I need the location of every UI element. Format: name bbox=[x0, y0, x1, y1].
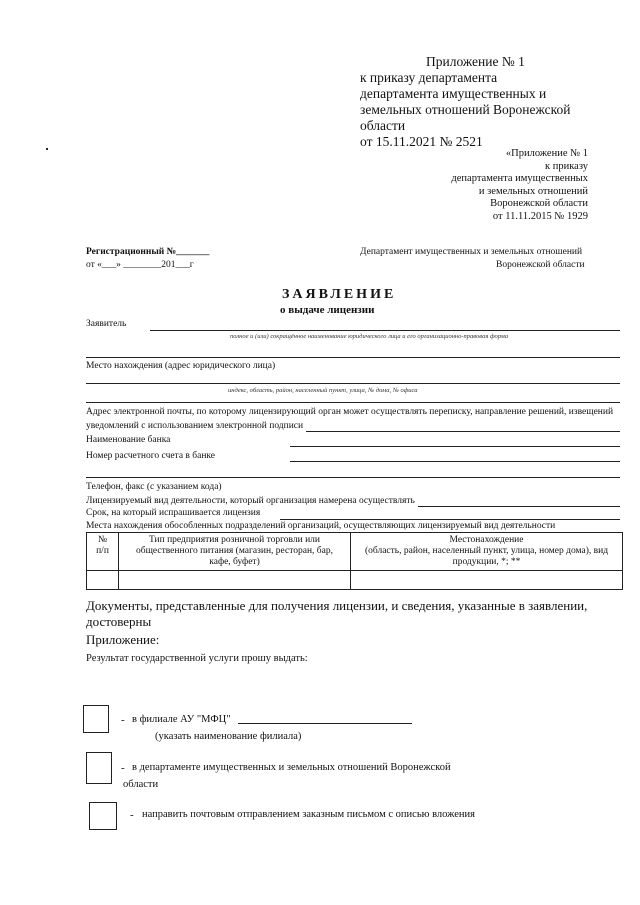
activity-line[interactable] bbox=[418, 506, 620, 507]
appendix-main-line3: департамента имущественных и bbox=[360, 86, 547, 101]
divider-top-location bbox=[86, 357, 620, 358]
appendix-old-line1: «Приложение № 1 bbox=[505, 148, 588, 159]
location-label: Место нахождения (адрес юридического лица) bbox=[86, 361, 276, 371]
appendix-main-line2: к приказу департамента bbox=[360, 70, 498, 85]
location-hint: индекс, область, район, населенный пункт, улица, № дома, № офиса bbox=[228, 387, 418, 394]
statement-line1: Документы, представленные для получения лицензии, и сведения, указанные в заявлении, bbox=[86, 598, 588, 613]
table-cell-location[interactable] bbox=[351, 571, 623, 590]
scan-dot bbox=[46, 148, 48, 150]
account-label: Номер расчетного счета в банке bbox=[86, 451, 216, 461]
department-line1: Департамент имущественных и земельных отношений bbox=[360, 247, 583, 257]
applicant-label: Заявитель bbox=[86, 319, 127, 329]
document-subtitle: о выдаче лицензии bbox=[280, 304, 375, 316]
appendix-old bbox=[451, 148, 588, 223]
table-header-row bbox=[87, 533, 623, 571]
option-mail-dash: - bbox=[130, 809, 134, 821]
appendix-old-line5: Воронежской области bbox=[490, 198, 588, 209]
appendix-old-line6: от 11.11.2015 № 1929 bbox=[492, 210, 588, 222]
appendix-old-line3: департамента имущественных bbox=[451, 173, 588, 184]
result-prompt: Результат государственной услуги прошу выдать: bbox=[86, 653, 308, 664]
option-mfc-dash: - bbox=[121, 714, 125, 726]
registration-date: от «___» ________201___г bbox=[86, 260, 194, 270]
appendix-main-line4: земельных отношений Воронежской bbox=[360, 102, 571, 117]
subdivisions-table bbox=[86, 532, 623, 590]
attachment-label: Приложение: bbox=[86, 632, 160, 647]
phone-label: Телефон, факс (с указанием кода) bbox=[86, 482, 222, 492]
table-header-type: Тип предприятия розничной торговли или общественного питания (магазин, ресторан, бар, кафе, буфет) bbox=[119, 533, 351, 571]
divider-top-email bbox=[86, 402, 620, 403]
subdivisions-label: Места нахождения обособленных подразделений организаций, осуществляющих лицензируемый вид деятельности bbox=[86, 521, 556, 531]
document-title: ЗАЯВЛЕНИЕ bbox=[282, 287, 397, 302]
applicant-line[interactable] bbox=[150, 330, 620, 331]
option-mail-checkbox[interactable] bbox=[89, 802, 117, 830]
table-header-num: № п/п bbox=[87, 533, 119, 571]
option-mfc-line[interactable] bbox=[238, 723, 412, 724]
appendix-main-line6: от 15.11.2021 № 2521 bbox=[360, 134, 483, 149]
bank-label: Наименование банка bbox=[86, 435, 171, 445]
option-mfc-checkbox[interactable] bbox=[83, 705, 109, 733]
email-line[interactable] bbox=[306, 431, 620, 432]
appendix-old-line2: к приказу bbox=[545, 160, 588, 172]
activity-label: Лицензируемый вид деятельности, который организация намерена осуществлять bbox=[86, 496, 415, 506]
statement-line2: достоверны bbox=[86, 614, 152, 629]
option-mfc-label: в филиале АУ "МФЦ" bbox=[132, 714, 231, 725]
applicant-hint: полное и (или) сокращённое наименование юридического лица и его организационно-правовая форма bbox=[230, 333, 509, 340]
department-line2: Воронежской области bbox=[496, 260, 585, 270]
table-header-location: Местонахождение (область, район, населенный пункт, улица, номер дома), вид продукции, *; ** bbox=[351, 533, 623, 571]
term-label: Срок, на который испрашивается лицензия bbox=[86, 508, 261, 518]
account-line[interactable] bbox=[290, 461, 620, 462]
email-label-line1: Адрес электронной почты, по которому лицензирующий орган может осуществлять переписку, направление решений, извещений bbox=[86, 407, 614, 417]
appendix-old-line4: и земельных отношений bbox=[478, 185, 588, 197]
option-dept-dash: - bbox=[121, 762, 125, 774]
location-line[interactable] bbox=[86, 383, 620, 384]
table-cell-num[interactable] bbox=[87, 571, 119, 590]
bank-line[interactable] bbox=[290, 446, 620, 447]
option-mail-label: направить почтовым отправлением заказным письмом с описью вложения bbox=[142, 809, 475, 820]
divider-top-phone bbox=[86, 477, 620, 478]
table-row bbox=[87, 571, 623, 590]
term-line[interactable] bbox=[280, 519, 620, 520]
appendix-main-line5: области bbox=[360, 118, 406, 133]
registration-label: Регистрационный №_______ bbox=[86, 247, 210, 257]
table-cell-type[interactable] bbox=[119, 571, 351, 590]
appendix-main bbox=[360, 54, 570, 150]
email-label-line2: уведомлений с использованием электронной подписи bbox=[86, 421, 304, 431]
option-dept-label-line1: в департаменте имущественных и земельных отношений Воронежской bbox=[132, 762, 451, 773]
option-mfc-hint: (указать наименование филиала) bbox=[155, 731, 302, 742]
option-dept-checkbox[interactable] bbox=[86, 752, 112, 784]
appendix-main-line1: Приложение № 1 bbox=[426, 54, 525, 69]
option-dept-label-line2: области bbox=[123, 779, 159, 790]
